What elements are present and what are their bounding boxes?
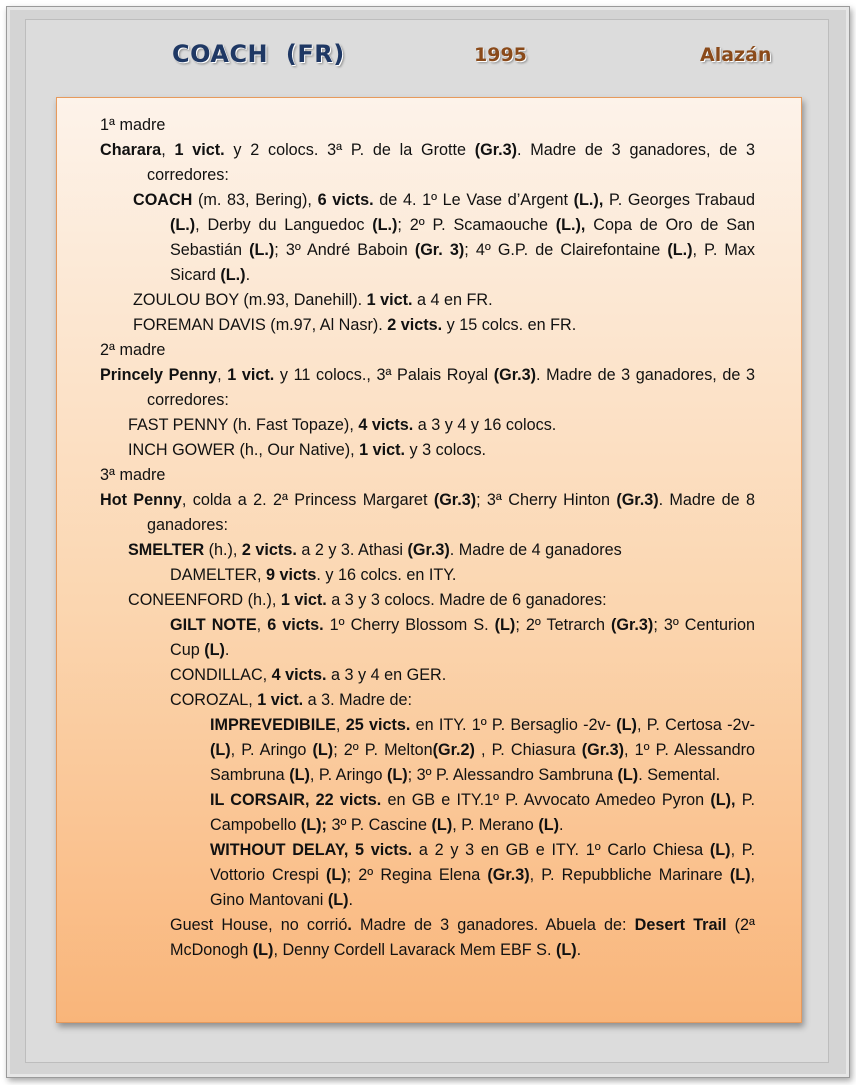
- progeny-guest-house: Guest House, no corrió. Madre de 3 ganadores. Abuela de: Desert Trail (2ª McDonogh (L), Denny Cordell Lavarack Mem EBF S. (L).: [170, 916, 755, 959]
- progeny-coneenford: CONEENFORD (h.), 1 vict. a 3 y 3 colocs. Madre de 6 ganadores:: [128, 591, 607, 609]
- birth-year: 1995: [474, 44, 527, 66]
- progeny-coach: COACH (m. 83, Bering), 6 victs. de 4. 1º Le Vase d’Argent (L.), P. Georges Trabaud (L.), Derby du Languedoc (L.); 2º P. Scamaouche (L.), Copa de Oro de San Sebastián (L.); 3º André Baboin (Gr. 3); 4º G.P. de Clairefontaine (L.), P. Max Sicard (L.).: [133, 191, 756, 284]
- progeny-inch-gower: INCH GOWER (h., Our Native), 1 vict. y 3 colocs.: [128, 441, 487, 459]
- second-dam-label: 2ª madre: [100, 341, 166, 359]
- third-dam-label: 3ª madre: [100, 466, 166, 484]
- progeny-gilt-note: GILT NOTE, 6 victs. 1º Cherry Blossom S. (L); 2º Tetrarch (Gr.3); 3º Centurion Cup (L).: [170, 616, 755, 659]
- first-dam-label: 1ª madre: [100, 116, 166, 134]
- progeny-fast-penny: FAST PENNY (h. Fast Topaze), 4 victs. a 3 y 4 y 16 colocs.: [128, 416, 557, 434]
- progeny-without-delay: WITHOUT DELAY, 5 victs. a 2 y 3 en GB e ITY. 1º Carlo Chiesa (L), P. Vottorio Crespi (L); 2º Regina Elena (Gr.3), P. Repubbliche Marinare (L), Gino Mantovani (L).: [210, 841, 756, 909]
- second-dam-entry: Princely Penny, 1 vict. y 11 colocs., 3ª Palais Royal (Gr.3). Madre de 3 ganadores, de 3 corredores:: [100, 366, 755, 409]
- coat-color: Alazán: [700, 44, 772, 66]
- progeny-foreman-davis: FOREMAN DAVIS (m.97, Al Nasr). 2 victs. y 15 colcs. en FR.: [133, 316, 577, 334]
- horse-name: COACH (FR): [172, 40, 345, 68]
- progeny-imprevedibile: IMPREVEDIBILE, 25 victs. en ITY. 1º P. Bersaglio -2v- (L), P. Certosa -2v- (L), P. Aringo (L); 2º P. Melton(Gr.2) , P. Chiasura (Gr.3), 1º P. Alessandro Sambruna (L), P. Aringo (L); 3º P. Alessandro Sambruna (L). Semental.: [210, 716, 755, 784]
- pedigree-text: [100, 113, 755, 963]
- progeny-smelter: SMELTER (h.), 2 victs. a 2 y 3. Athasi (Gr.3). Madre de 4 ganadores: [128, 541, 622, 559]
- progeny-condillac: CONDILLAC, 4 victs. a 3 y 4 en GER.: [170, 666, 447, 684]
- progeny-il-corsair: IL CORSAIR, 22 victs. en GB e ITY.1º P. Avvocato Amedeo Pyron (L), P. Campobello (L); 3º P. Cascine (L), P. Merano (L).: [210, 791, 755, 834]
- progeny-damelter: DAMELTER, 9 victs. y 16 colcs. en ITY.: [170, 566, 457, 584]
- progeny-corozal: COROZAL, 1 vict. a 3. Madre de:: [170, 691, 413, 709]
- first-dam-entry: Charara, 1 vict. y 2 colocs. 3ª P. de la Grotte (Gr.3). Madre de 3 ganadores, de 3 corredores:: [100, 141, 755, 184]
- third-dam-entry: Hot Penny, colda a 2. 2ª Princess Margaret (Gr.3); 3ª Cherry Hinton (Gr.3). Madre de 8 ganadores:: [100, 491, 755, 534]
- progeny-zoulou-boy: ZOULOU BOY (m.93, Danehill). 1 vict. a 4 en FR.: [133, 291, 493, 309]
